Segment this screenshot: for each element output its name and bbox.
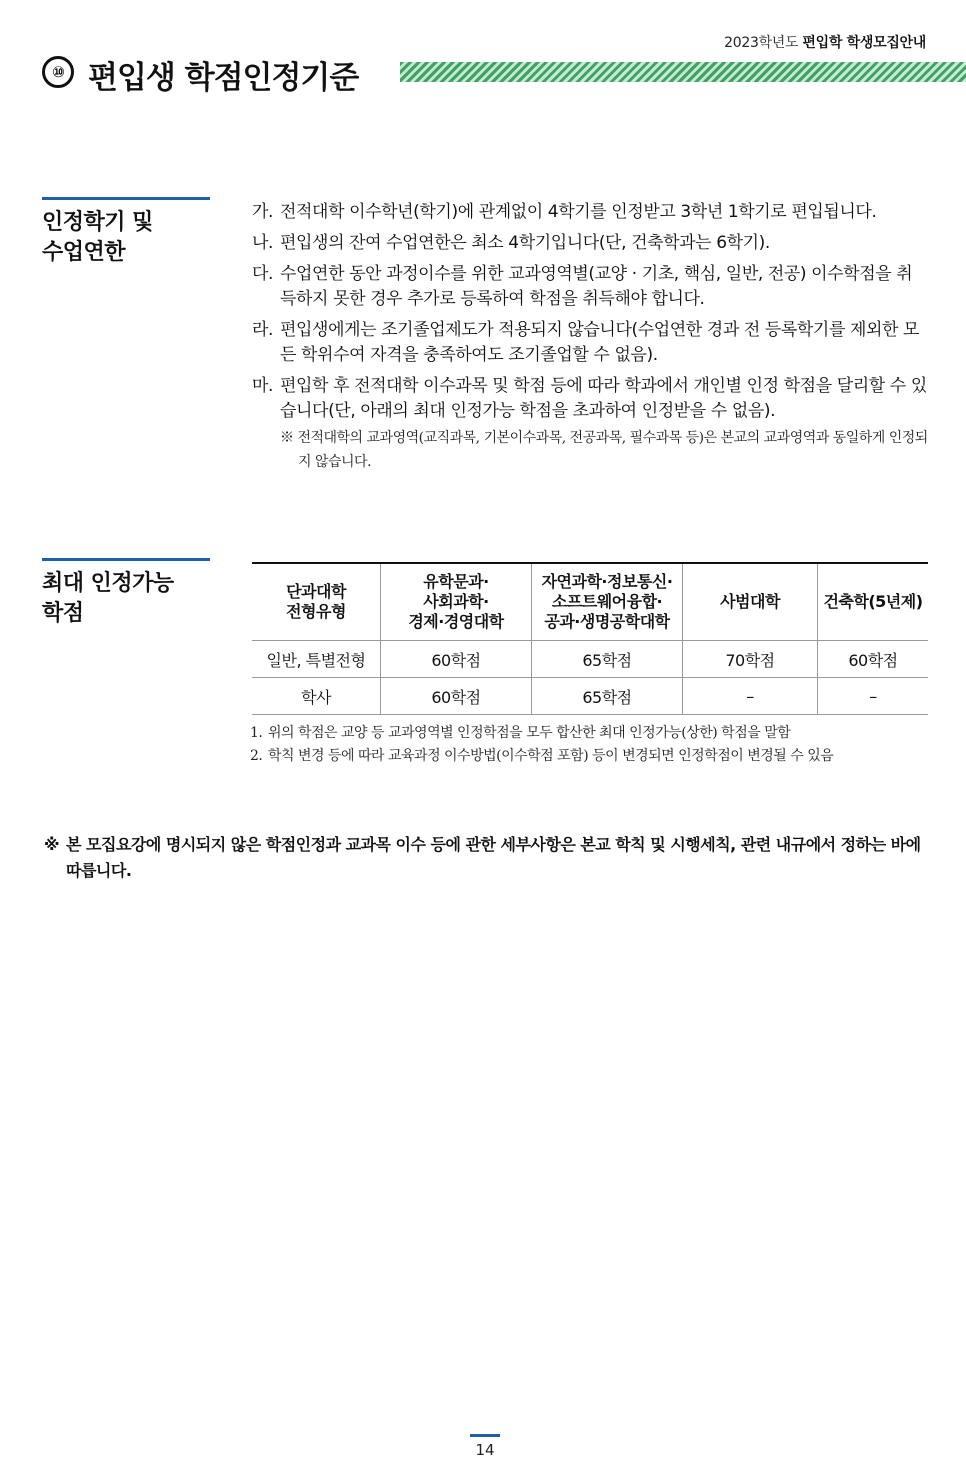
list-marker: 가.: [252, 202, 274, 222]
header-line: 단과대학: [286, 582, 346, 601]
column-header: [381, 563, 532, 641]
list-item: [252, 262, 928, 312]
list-item-text: 편입학 후 전적대학 이수과목 및 학점 등에 따라 학과에서 개인별 인정 학점을 달리할 수 있습니다(단, 아래의 최대 인정가능 학점을 초과하여 인정받을 수 없음).: [280, 376, 927, 421]
table-cell: 70학점: [683, 641, 818, 678]
section-label-line: 학점: [42, 601, 84, 626]
column-header: [683, 563, 818, 641]
section-label-semester: [42, 197, 210, 268]
note-marker: 2.: [250, 748, 263, 764]
semester-rules-list: [252, 200, 928, 474]
section-label-line: 인정학기 및: [42, 210, 153, 235]
title-decorative-stripe: [400, 62, 966, 82]
header-line: 자연과학·정보통신·: [541, 572, 673, 591]
table-cell: 학사: [252, 678, 381, 715]
header-line: 경제·경영대학: [408, 612, 504, 631]
list-marker: 마.: [252, 376, 274, 396]
header-line: 사회과학·: [423, 592, 489, 611]
header-line: 유학문과·: [423, 572, 489, 591]
note-marker: 1.: [250, 725, 263, 741]
max-credits-table: [252, 562, 928, 715]
section-number: ⑩: [52, 63, 64, 81]
table-cell: –: [683, 678, 818, 715]
list-item: [252, 318, 928, 368]
table-cell: 60학점: [818, 641, 929, 678]
note-text: 학칙 변경 등에 따라 교육과정 이수방법(이수학점 포함) 등이 변경되면 인정학점이 변경될 수 있음: [268, 748, 834, 764]
header-line: 사범대학: [720, 592, 780, 611]
column-header: [252, 563, 381, 641]
section-number-badge: [42, 56, 74, 88]
table-cell: 65학점: [532, 678, 683, 715]
section-label-line: 최대 인정가능: [42, 571, 174, 596]
table-notes: [250, 722, 928, 768]
page-number: 14: [475, 1441, 495, 1459]
table-cell: 일반, 특별전형: [252, 641, 381, 678]
table-note: [250, 722, 928, 745]
table-row: [252, 678, 928, 715]
list-item-text: 수업연한 동안 과정이수를 위한 교과영역별(교양 · 기초, 핵심, 일반, 전공) 이수학점을 취득하지 못한 경우 추가로 등록하여 학점을 취득해야 합니다.: [280, 264, 913, 309]
header-line: 소프트웨어융합·: [551, 592, 663, 611]
list-item-text: 편입생의 잔여 수업연한은 최소 4학기입니다(단, 건축학과는 6학기).: [280, 233, 770, 253]
header-line: 공과·생명공학대학: [544, 612, 670, 631]
list-item: [252, 374, 928, 424]
note-text: 위의 학점은 교양 등 교과영역별 인정학점을 모두 합산한 최대 인정가능(상한) 학점을 말함: [268, 725, 791, 741]
header-guide-title: 편입학 학생모집안내: [802, 35, 926, 51]
table-cell: –: [818, 678, 929, 715]
list-item-text: 전적대학 이수학년(학기)에 관계없이 4학기를 인정받고 3학년 1학기로 편입됩니다.: [280, 202, 877, 222]
page-number-bar: [470, 1434, 500, 1437]
header-line: 건축학(5년제): [823, 592, 923, 611]
list-marker: 나.: [252, 233, 274, 253]
notice-text: 본 모집요강에 명시되지 않은 학점인정과 교과목 이수 등에 관한 세부사항은 본교 학칙 및 시행세칙, 관련 내규에서 정하는 바에 따릅니다.: [66, 835, 921, 880]
section-title: [42, 52, 966, 96]
table-cell: 65학점: [532, 641, 683, 678]
document-header: [724, 32, 926, 52]
list-item: [252, 200, 928, 225]
list-item-text: 편입생에게는 조기졸업제도가 적용되지 않습니다(수업연한 경과 전 등록학기를 제외한 모든 학위수여 자격을 충족하여도 조기졸업할 수 없음).: [280, 320, 920, 365]
table-header-row: [252, 563, 928, 641]
list-marker: 다.: [252, 264, 274, 284]
table-cell: 60학점: [381, 641, 532, 678]
list-marker: 라.: [252, 320, 274, 340]
column-header: [818, 563, 929, 641]
table-cell: 60학점: [381, 678, 532, 715]
column-header: [532, 563, 683, 641]
list-item: [252, 231, 928, 256]
general-notice: [44, 832, 928, 884]
header-year: 2023학년도: [724, 35, 799, 51]
table-row: [252, 641, 928, 678]
page-title: 편입생 학점인정기준: [88, 60, 359, 96]
header-line: 전형유형: [286, 602, 346, 621]
table-note: [250, 745, 928, 768]
footnote: ※ 전적대학의 교과영역(교직과목, 기본이수과목, 전공과목, 필수과목 등)은 본교의 교과영역과 동일하게 인정되지 않습니다.: [280, 430, 928, 470]
section-label-line: 수업연한: [42, 240, 126, 265]
notice-symbol: ※: [44, 835, 60, 854]
section-label-max-credits: [42, 558, 210, 629]
